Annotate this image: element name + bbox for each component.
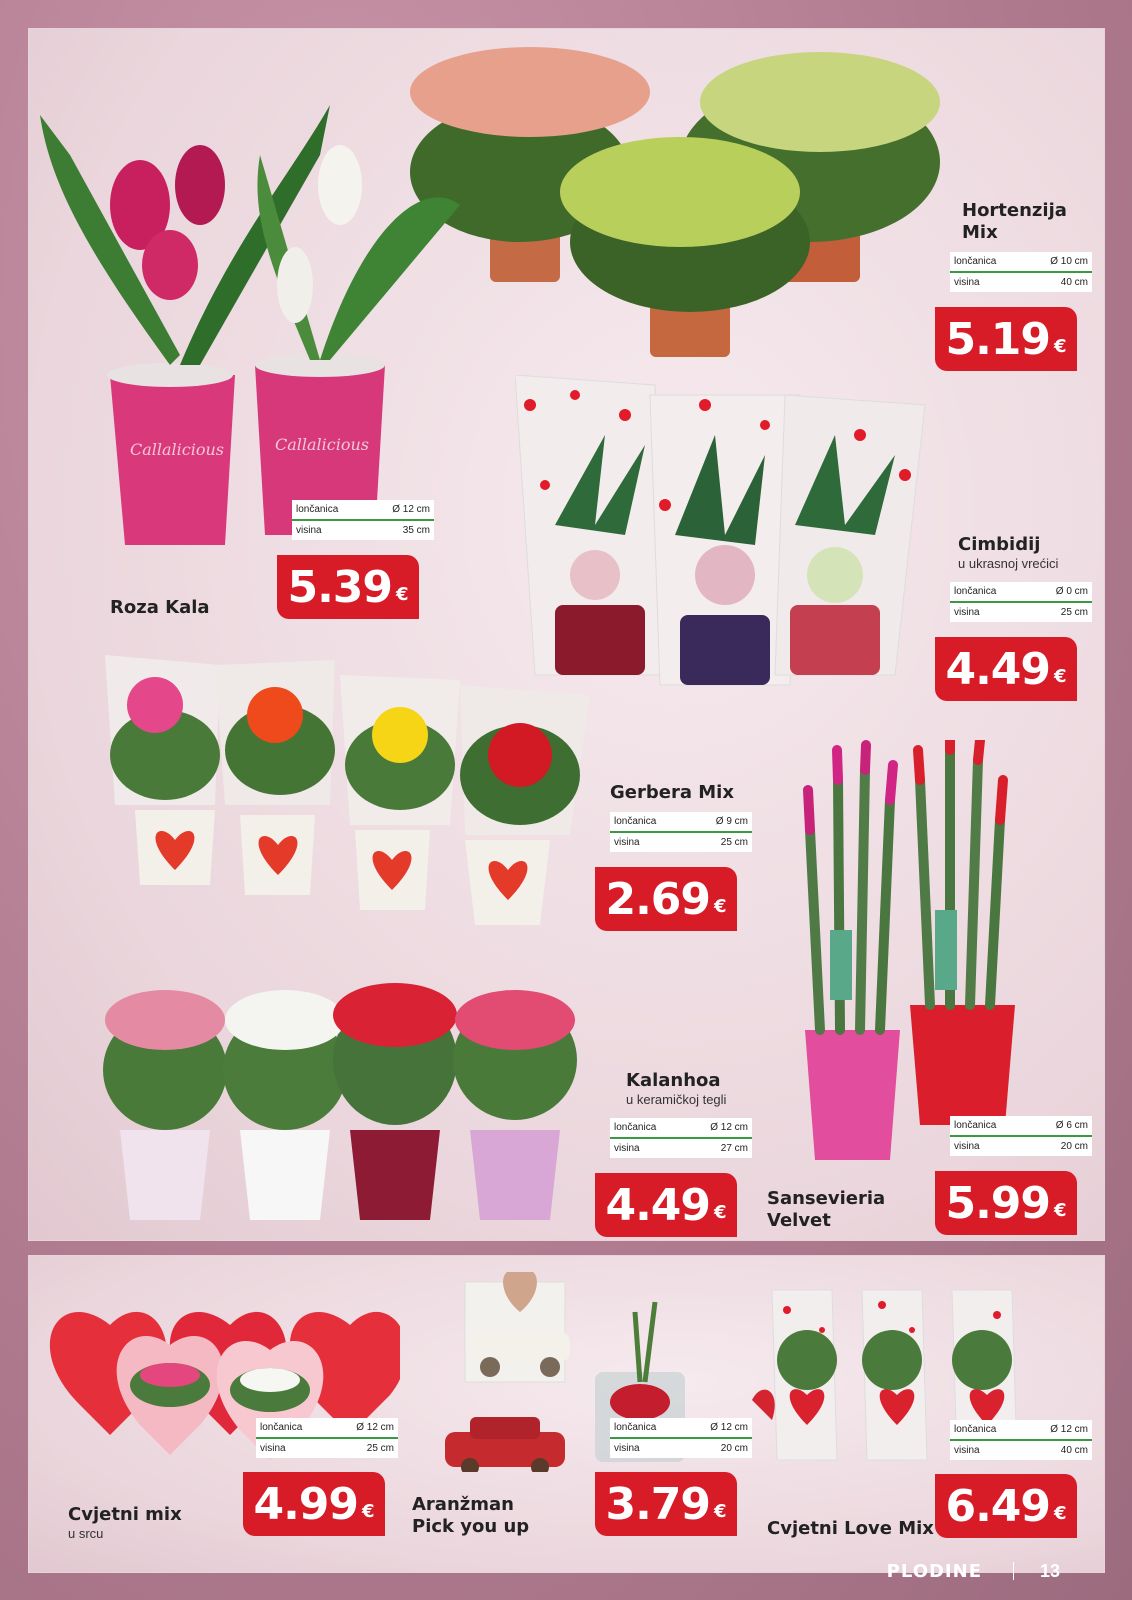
hortenzija-price: 5.19 € <box>935 307 1077 371</box>
roza-kala-title: Roza Kala <box>110 597 210 618</box>
callalicious-label-2: Callalicious <box>275 435 370 454</box>
callalicious-label-1: Callalicious <box>130 440 225 459</box>
cvjetni-mix-price: 4.99 € <box>243 1472 385 1536</box>
sansevieria-price: 5.99 € <box>935 1171 1077 1235</box>
gerbera-title: Gerbera Mix <box>610 782 734 803</box>
love-mix-spec: lončanica Ø 12 cm visina 40 cm <box>950 1420 1092 1460</box>
page-number: 13 <box>1039 1561 1060 1581</box>
kalanhoa-image <box>100 950 600 1230</box>
gerbera-spec: lončanica Ø 9 cm visina 25 cm <box>610 812 752 852</box>
cvjetni-mix-title: Cvjetni mix <box>68 1504 182 1525</box>
aranzman-price: 3.79 € <box>595 1472 737 1536</box>
aranzman-title-line2: Pick you up <box>412 1516 530 1537</box>
roza-kala-image <box>30 95 470 555</box>
gerbera-price: 2.69 € <box>595 867 737 931</box>
aranzman-title <box>412 1494 582 1538</box>
kalanhoa-spec: lončanica Ø 12 cm visina 27 cm <box>610 1118 752 1158</box>
cimbidij-spec: lončanica Ø 0 cm visina 25 cm <box>950 582 1092 622</box>
cimbidij-price: 4.49 € <box>935 637 1077 701</box>
love-mix-title: Cvjetni Love Mix <box>767 1518 934 1539</box>
roza-kala-price: 5.39 € <box>277 555 419 619</box>
sansevieria-title-line2: Velvet <box>767 1210 831 1231</box>
hortenzija-spec: lončanica Ø 10 cm visina 40 cm <box>950 252 1092 292</box>
cimbidij-image <box>515 375 955 695</box>
kalanhoa-title: Kalanhoa <box>626 1070 721 1091</box>
kalanhoa-subtitle: u keramičkoj tegli <box>626 1092 727 1107</box>
sansevieria-title-line1: Sansevieria <box>767 1188 886 1209</box>
cvjetni-mix-spec: lončanica Ø 12 cm visina 25 cm <box>256 1418 398 1458</box>
gerbera-image <box>100 655 610 955</box>
sansevieria-image <box>790 740 1030 1170</box>
footer-divider <box>1013 1562 1014 1580</box>
cimbidij-subtitle: u ukrasnoj vrećici <box>958 556 1059 571</box>
roza-kala-spec: lončanica Ø 12 cm visina 35 cm <box>292 500 434 540</box>
kalanhoa-price: 4.49 € <box>595 1173 737 1237</box>
hortenzija-title: Hortenzija Mix <box>962 200 1067 243</box>
sansevieria-title <box>767 1188 917 1232</box>
sansevieria-spec: lončanica Ø 6 cm visina 20 cm <box>950 1116 1092 1156</box>
aranzman-spec: lončanica Ø 12 cm visina 20 cm <box>610 1418 752 1458</box>
love-mix-price: 6.49 € <box>935 1474 1077 1538</box>
cvjetni-mix-subtitle: u srcu <box>68 1526 104 1541</box>
plodine-logo: PLODINE <box>886 1561 982 1582</box>
cimbidij-title: Cimbidij <box>958 534 1041 555</box>
aranzman-title-line1: Aranžman <box>412 1494 514 1515</box>
